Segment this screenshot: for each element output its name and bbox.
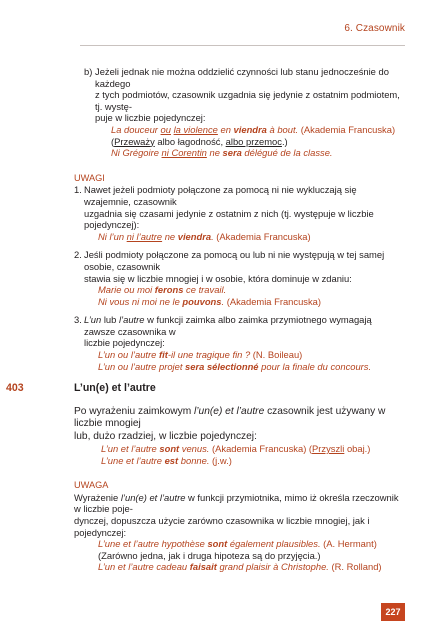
example-underlined: ni l’autre	[126, 230, 163, 242]
notes-block	[74, 172, 404, 373]
example-text: pour la finale du concours.	[258, 360, 372, 372]
example-text: Ni Grégoire	[111, 147, 162, 159]
note-body	[84, 314, 404, 372]
example-line	[84, 124, 404, 136]
example-verb: faisait	[189, 561, 217, 573]
example-line	[74, 561, 404, 573]
example-verb: est	[164, 454, 179, 466]
example-text: grand plaisir à Christophe.	[216, 561, 329, 573]
remark-term: l’un(e) et l’autre	[120, 491, 186, 503]
example-text: bonne.	[178, 454, 210, 466]
page-number: 227	[381, 603, 405, 621]
note-line: uzgadnia się czasami jedynie z ostatnim z nich (tj. występuje w liczbie pojedynczej):	[84, 207, 374, 231]
example-line	[74, 538, 404, 550]
translation-line	[84, 136, 404, 148]
notes-title: UWAGI	[74, 172, 105, 183]
translation-text: .)	[281, 135, 288, 147]
translation-text: (Zarówno jedna, jak i druga hipoteza są do przyjęcia.)	[98, 549, 321, 561]
translation-underlined: Przeważy	[114, 135, 155, 147]
note-term: L’un	[84, 314, 102, 326]
paragraph-text: czasownik jest używany w liczbie mnogiej	[74, 405, 386, 430]
example-text: L’un et l’autre cadeau	[98, 561, 190, 573]
remark-block	[74, 480, 404, 573]
example-underlined: la violence	[173, 123, 218, 135]
remark-line: dynczej, dopuszcza użycie zarówno czasownika w liczbie mnogiej, jak i pojedynczej:	[74, 515, 370, 538]
translation-text: albo łagodność,	[154, 135, 226, 147]
example-text: .	[211, 230, 214, 242]
example-text: L’une et l’autre hypothèse	[98, 538, 208, 550]
example-source: (Akademia Francuska)	[224, 295, 322, 307]
note-number: 3.	[74, 314, 82, 326]
example-text: La douceur	[111, 123, 161, 135]
example-text: L’un ou l’autre	[98, 349, 159, 361]
example-verb: fit	[158, 349, 168, 361]
example-verb: viendra	[177, 230, 212, 242]
point-b-line: z tych podmiotów, czasownik uzgadnia się jedynie z ostatnim podmiotem, tj. wystę-	[95, 89, 400, 112]
example-source: (j.w.)	[209, 454, 232, 466]
translation-line	[74, 550, 404, 562]
section-number: 403	[6, 382, 24, 395]
note-1	[74, 184, 404, 242]
example-text: en	[217, 123, 234, 135]
example-verb: sont	[207, 538, 228, 550]
example-text: ne	[206, 147, 223, 159]
note-number: 1.	[74, 184, 82, 196]
note-line: stawia się w liczbie mnogiej i w osobie, która dominuje w zdaniu:	[84, 272, 352, 284]
example-line	[84, 231, 404, 243]
example-source: (A. Hermant)	[320, 538, 377, 550]
example-line	[84, 443, 404, 455]
note-line	[84, 314, 404, 337]
example-text: L’une et l’autre	[101, 454, 165, 466]
example-text: Marie ou moi	[98, 284, 155, 296]
running-header: 6. Czasownik	[344, 23, 405, 34]
section-heading	[6, 382, 404, 395]
example-verb: sera sélectionné	[185, 360, 259, 372]
example-verb: viendra	[233, 123, 267, 135]
example-text: L’un ou l’autre projet	[98, 360, 186, 372]
remark-text: Wyrażenie	[74, 491, 121, 503]
example-line	[84, 147, 404, 159]
example-text: ne	[162, 230, 178, 242]
paragraph-term: l’un(e) et l’autre	[194, 405, 265, 417]
example-verb: sont	[159, 443, 180, 455]
note-term: l’autre	[118, 314, 145, 326]
example-source: (Akademia Francuska)	[213, 230, 311, 242]
note-line: Nawet jeżeli podmioty połączone za pomocą ni nie wykluczają się wzajemnie, czasownik	[84, 184, 357, 207]
point-b	[84, 66, 404, 124]
example-text: venus.	[179, 443, 210, 455]
example-text: ce travail.	[183, 284, 227, 296]
note-number: 2.	[74, 249, 82, 261]
example-source: (Akademia Francuska) (	[209, 443, 313, 455]
note-text: w funkcji zaimka albo zaimka przymiotnego wymagają zawsze czasownika w	[84, 314, 372, 337]
point-b-body	[95, 66, 404, 124]
example-text: .	[221, 295, 225, 307]
translation-text: (	[111, 135, 115, 147]
example-verb: sera	[222, 147, 242, 159]
note-body	[84, 184, 404, 242]
section-title: L’un(e) et l’autre	[74, 382, 156, 395]
example-source: obaj.)	[344, 443, 371, 455]
example-text: L’un et l’autre	[101, 443, 160, 455]
note-2	[74, 249, 404, 307]
example-underlined: ni Corentin	[161, 147, 207, 159]
point-b-label: b)	[84, 66, 93, 77]
example-source: (R. Rolland)	[328, 561, 382, 573]
point-b-line: puje w liczbie pojedynczej:	[95, 112, 206, 124]
paragraph-text: Po wyrażeniu zaimkowym	[74, 405, 195, 417]
point-b-line: Jeżeli jednak nie można oddzielić czynności lub stanu jednocześnie do każdego	[95, 66, 389, 89]
example-verb: ferons	[154, 284, 184, 296]
remark-text: w funkcji przymiotnika, mimo iż określa rzeczownik w liczbie poje-	[74, 491, 399, 515]
example-text: Ni l’un	[98, 230, 127, 242]
paragraph-line	[74, 406, 404, 431]
example-line	[84, 455, 404, 467]
example-underlined: ou	[160, 123, 171, 135]
note-line: liczbie pojedynczej:	[84, 337, 165, 349]
note-line: Jeśli podmioty połączone za pomocą ou lub ni nie występują w tej samej osobie, czasownik	[84, 249, 385, 272]
paragraph-line: lub, dużo rzadziej, w liczbie pojedynczej:	[74, 430, 257, 442]
example-text: Ni vous ni moi ne le	[98, 295, 183, 307]
example-verb: pouvons	[182, 295, 222, 307]
example-line	[84, 349, 404, 361]
translation-underlined: Przyszli	[312, 443, 345, 455]
page-content	[6, 66, 404, 573]
translation-underlined: albo przemoc	[225, 135, 282, 147]
header-rule	[80, 45, 405, 46]
example-text: également plausibles.	[227, 538, 321, 550]
example-text: -il une tragique fin ?	[167, 349, 251, 361]
example-source: (Akademia Francuska)	[298, 123, 396, 135]
example-source: (N. Boileau)	[250, 349, 303, 361]
example-line	[84, 361, 404, 373]
note-body	[84, 249, 404, 307]
note-text: lub	[101, 314, 119, 326]
example-text: délégué de la classe.	[241, 147, 333, 159]
example-line	[84, 296, 404, 308]
remark-title: UWAGA	[74, 480, 109, 491]
example-text: à bout.	[266, 123, 299, 135]
remark-line	[74, 492, 404, 515]
note-3	[74, 314, 404, 372]
section-paragraph	[74, 406, 404, 443]
example-line	[84, 284, 404, 296]
